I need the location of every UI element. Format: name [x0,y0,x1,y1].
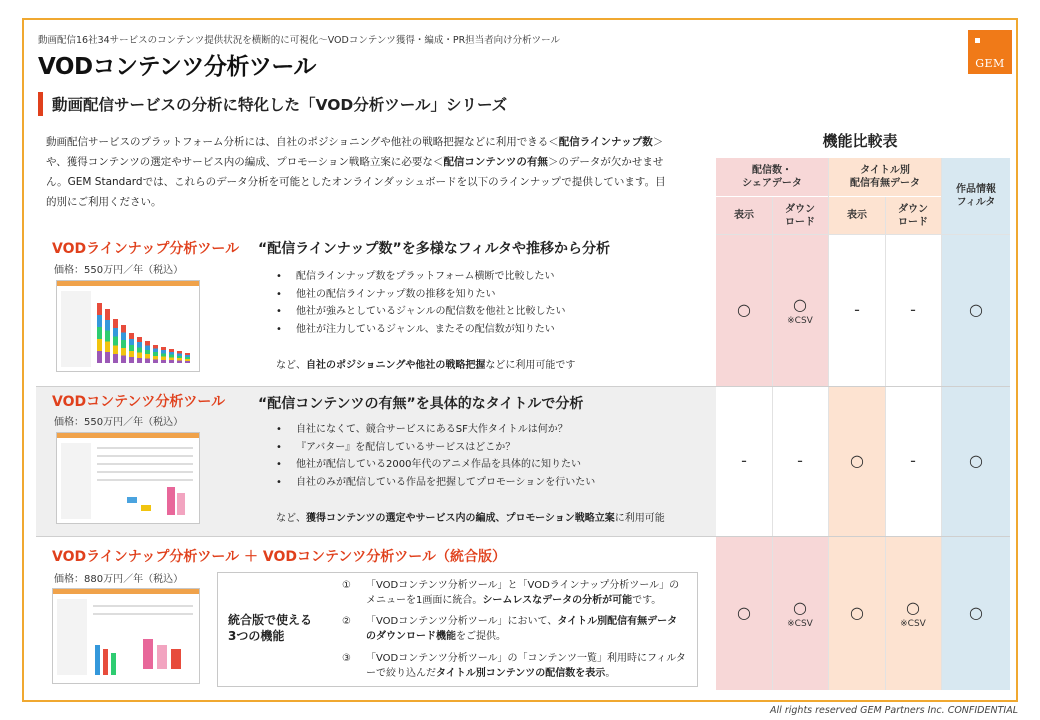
feature-item-3: ③ 「VODコンテンツ分析ツール」の「コンテンツ一覧」利用時にフィルターで絞り込んだタイトル別コンテンツの配信数を表示。 [342,653,686,679]
integrated-features-label: 統合版で使える 3つの機能 [228,613,313,643]
list-item: • 自社のみが配信している作品を把握してプロモーションを行いたい [276,474,595,492]
header-title-data: タイトル別 配信有無データ [850,165,920,189]
screenshot-thumbnail-integrated [52,588,200,684]
tool-price-integrated: 価格：880万円／年（税込） [54,574,184,585]
tool-price-lineup: 価格：550万円／年（税込） [54,265,184,276]
comparison-table-title: 機能比較表 [822,132,898,150]
list-item: • 他社が強みとしているジャンルの配信数を他社と比較したい [276,303,566,321]
header-share-data: 配信数・ シェアデータ [742,165,802,189]
feature-item-1: ① 「VODコンテンツ分析ツール」と「VODラインナップ分析ツール」のメニューを1画面に統合。シームレスなデータの分析が可能です。 [342,580,680,606]
tool-price-contents: 価格：550万円／年（税込） [54,417,184,428]
feature-item-2: ② 「VODコンテンツ分析ツール」において、タイトル別配信有無データのダウンロード機能をご提供。 [342,616,678,642]
pre-title: 動画配信16社34サービスのコンテンツ提供状況を横断的に可視化～VODコンテンツ獲得・編成・PR担当者向け分析ツール [38,35,560,46]
matrix-cell-r3-c1: ○ [737,602,751,622]
header-filter: 作品情報 フィルタ [956,184,996,208]
matrix-cell-r3-c4: ○ ※CSV [900,597,926,629]
matrix-cell-r1-c2: ○ ※CSV [787,294,813,326]
footer-copyright: All rights reserved GEM Partners Inc. CONFIDENTIAL [770,705,1018,716]
matrix-cell-r3-c5: ○ [969,602,983,622]
matrix-cell-r2-c4: - [910,450,916,470]
header-title-download: ダウン ロード [898,203,928,228]
header-title-display: 表示 [847,210,867,221]
usage-note-lineup: など、自社のポジショニングや他社の戦略把握などに利用可能です [276,360,576,371]
header-share-display: 表示 [734,210,754,221]
subtitle-accent-bar [38,92,43,116]
list-item: • 他社が配信している2000年代のアニメ作品を具体的に知りたい [276,456,595,474]
tool-name-contents: VODコンテンツ分析ツール [52,394,226,410]
matrix-cell-r2-c3: ○ [850,450,864,470]
tool-tagline-lineup: “配信ラインナップ数”を多様なフィルタや推移から分析 [258,241,611,257]
tool-name-integrated: VODラインナップ分析ツール ＋ VODコンテンツ分析ツール（統合版） [52,549,507,565]
tool-tagline-contents: “配信コンテンツの有無”を具体的なタイトルで分析 [258,396,584,412]
matrix-cell-r2-c1: - [741,450,747,470]
page-title: VODコンテンツ分析ツール [38,54,316,80]
matrix-cell-r1-c5: ○ [969,299,983,319]
list-item: • 『アバター』を配信しているサービスはどこか？ [276,439,595,457]
matrix-cell-r3-c2: ○ ※CSV [787,597,813,629]
screenshot-thumbnail-contents [56,432,200,524]
matrix-cell-r1-c1: ○ [737,299,751,319]
list-item: • 他社が注力しているジャンル、またその配信数が知りたい [276,321,566,339]
header-share-download: ダウン ロード [785,203,815,228]
bullet-list-lineup [276,268,566,338]
matrix-cell-r1-c3: - [854,299,860,319]
list-item: • 他社の配信ラインナップ数の推移を知りたい [276,286,566,304]
list-item: • 配信ラインナップ数をプラットフォーム横断で比較したい [276,268,566,286]
screenshot-thumbnail-lineup [56,280,200,372]
page-subtitle: 動画配信サービスの分析に特化した「VOD分析ツール」シリーズ [52,96,508,114]
usage-note-contents: など、獲得コンテンツの選定やサービス内の編成、プロモーション戦略立案に利用可能 [276,513,665,524]
tool-name-lineup: VODラインナップ分析ツール [52,241,240,257]
intro-text: 動画配信サービスのプラットフォーム分析には、自社のポジショニングや他社の戦略把握などに利用できる＜配信ラインナップ数＞や、獲得コンテンツの選定やサービス内の編成、プロモーション戦略立案に必要な＜配信コンテンツの有無＞のデータが欠かせません。GEM Standardでは、これらのデータ分析を可能としたオンラインダッシュボードを以下のラインナップで提供しています。目的別にご利用ください。 [46,136,666,208]
gem-logo: GEM [968,30,1012,74]
bullet-list-contents [276,421,595,491]
matrix-cell-r1-c4: - [910,299,916,319]
matrix-cell-r2-c2: - [797,450,803,470]
matrix-cell-r2-c5: ○ [969,450,983,470]
matrix-cell-r3-c3: ○ [850,602,864,622]
list-item: • 自社になくて、競合サービスにあるSF大作タイトルは何か？ [276,421,595,439]
